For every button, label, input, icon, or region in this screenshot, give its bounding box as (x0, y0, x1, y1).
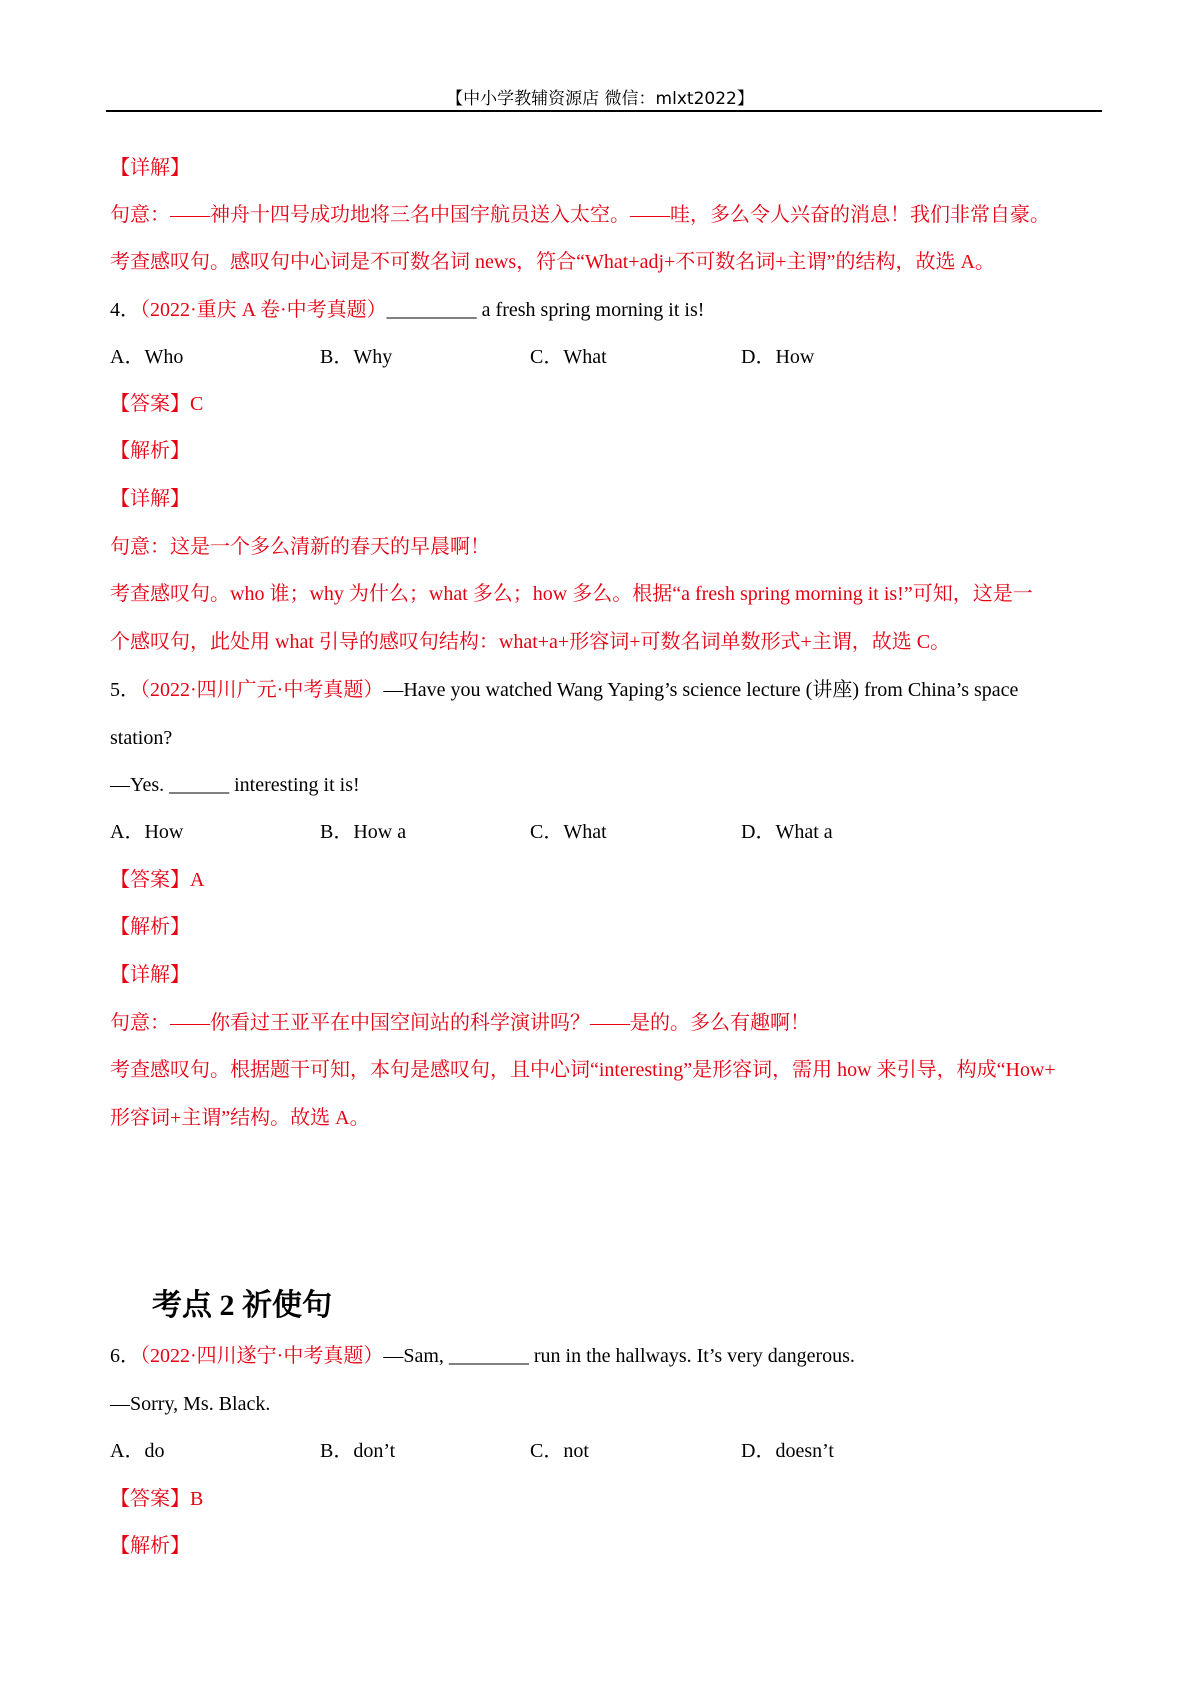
q4-option-d: D．How (741, 346, 815, 368)
q4-parse-label: 【解析】 (110, 440, 190, 462)
header-divider (106, 110, 1102, 112)
q4-option-a: A．Who (110, 346, 184, 368)
q4-answer-label: 【答案】 (110, 393, 190, 415)
q5-option-a: A．How (110, 821, 184, 843)
q4-meaning: 句意：这是一个多么清新的春天的早晨啊！ (110, 536, 490, 558)
q5-stem-line-2: station? (110, 727, 173, 749)
q6-question (110, 1344, 855, 1368)
q4-analysis-line-2: 个感叹句，此处用 what 引导的感叹句结构：what+a+形容词+可数名词单数形式+主谓，故选 C。 (110, 631, 951, 653)
q4-source: （2022·重庆 A 卷·中考真题） (140, 299, 387, 321)
q5-answer-value: A (190, 869, 205, 891)
q5-detail-label: 【详解】 (110, 964, 190, 986)
page-header: 【中小学教辅资源店 微信：mlxt2022】 (446, 89, 754, 109)
q3-meaning: 句意：——神舟十四号成功地将三名中国宇航员送入太空。——哇，多么令人兴奋的消息！我们非常自豪。 (110, 204, 1050, 226)
q4-answer-value: C (190, 393, 204, 415)
q5-analysis-line-1: 考查感叹句。根据题干可知，本句是感叹句，且中心词“interesting”是形容词，需用 how 来引导，构成“How+ (110, 1059, 1056, 1081)
q5-analysis-line-2: 形容词+主谓”结构。故选 A。 (110, 1107, 370, 1129)
q6-parse-label: 【解析】 (110, 1535, 190, 1557)
q6-source: （2022·四川遂宁·中考真题） (140, 1345, 384, 1367)
q5-stem-line-3: —Yes. ______ interesting it is! (110, 774, 360, 796)
q4-option-b: B．Why (320, 346, 393, 368)
q4-stem: _________ a fresh spring morning it is! (386, 299, 705, 321)
q4-answer (110, 392, 203, 416)
q6-option-d: D．doesn’t (741, 1440, 834, 1462)
q5-stem-line-1: —Have you watched Wang Yaping’s science lecture (讲座) from China’s space (383, 679, 1019, 701)
q4-option-c: C．What (530, 346, 607, 368)
q6-option-b: B．don’t (320, 1440, 396, 1462)
q4-question (110, 298, 704, 322)
q6-answer-label: 【答案】 (110, 1488, 190, 1510)
section-heading: 考点 2 祈使句 (152, 1289, 332, 1322)
q5-option-c: C．What (530, 821, 607, 843)
q5-meaning: 句意：——你看过王亚平在中国空间站的科学演讲吗？——是的。多么有趣啊！ (110, 1012, 810, 1034)
q5-answer (110, 868, 204, 892)
q5-source: （2022·四川广元·中考真题） (140, 679, 384, 701)
q4-analysis-line-1: 考查感叹句。who 谁；why 为什么；what 多么；how 多么。根据“a fresh spring morning it is!”可知，这是一 (110, 583, 1033, 605)
q6-option-a: A．do (110, 1440, 165, 1462)
q4-detail-label: 【详解】 (110, 488, 190, 510)
q6-answer-value: B (190, 1488, 204, 1510)
q6-option-c: C．not (530, 1440, 589, 1462)
q6-number: 6． (110, 1345, 140, 1367)
q5-option-d: D．What a (741, 821, 833, 843)
q5-number: 5． (110, 679, 140, 701)
q3-analysis: 考查感叹句。感叹句中心词是不可数名词 news，符合“What+adj+不可数名词+主谓”的结构，故选 A。 (110, 251, 995, 273)
q4-number: 4． (110, 299, 140, 321)
q6-stem-line-2: —Sorry, Ms. Black. (110, 1393, 271, 1415)
q6-answer (110, 1487, 203, 1511)
q5-parse-label: 【解析】 (110, 916, 190, 938)
q3-detail-label: 【详解】 (110, 157, 190, 179)
q6-stem-line-1: —Sam, ________ run in the hallways. It’s very dangerous. (383, 1345, 855, 1367)
q5-option-b: B．How a (320, 821, 407, 843)
q5-answer-label: 【答案】 (110, 869, 190, 891)
q5-question (110, 678, 1018, 702)
